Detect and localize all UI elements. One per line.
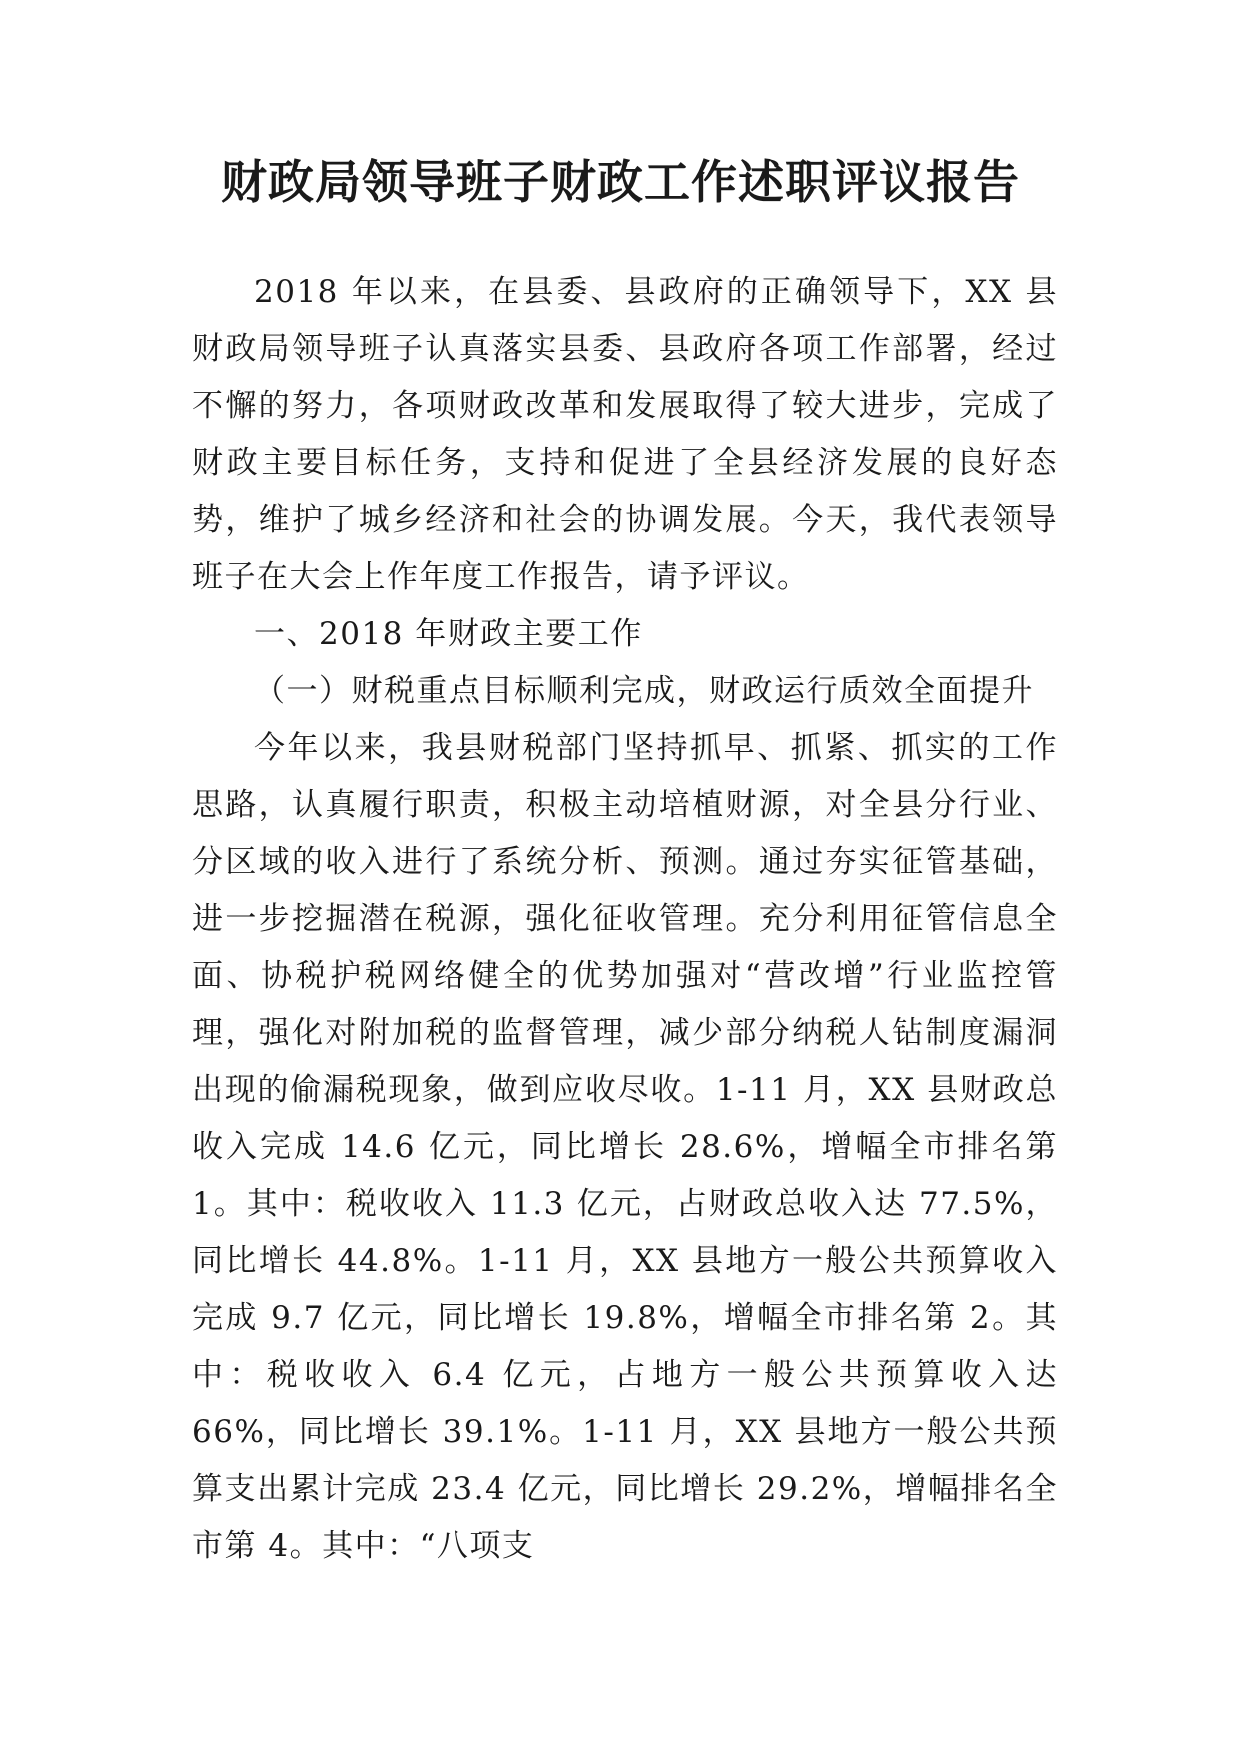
document-body [192, 264, 1058, 1575]
subsection-heading: （一）财税重点目标顺利完成，财政运行质效全面提升 [254, 673, 1034, 709]
section-heading: 一、2018 年财政主要工作 [254, 616, 643, 652]
paragraph-body: 今年以来，我县财税部门坚持抓早、抓紧、抓实的工作思路，认真履行职责，积极主动培植财源，对全县分行业、分区域的收入进行了系统分析、预测。通过夯实征管基础，进一步挖掘潜在税源，强化征收管理。充分利用征管信息全面、协税护税网络健全的优势加强对“营改增”行业监控管理，强化对附加税的监督管理，减少部分纳税人钻制度漏洞出现的偷漏税现象，做到应收尽收。1-11 月，XX 县财政总收入完成 14.6 亿元，同比增长 28.6%，增幅全市排名第 1。其中：税收收入 11.3 亿元，占财政总收入达 77.5%，同比增长 44.8%。1-11 月，XX 县地方一般公共预算收入完成 9.7 亿元，同比增长 19.8%，增幅全市排名第 2。其中：税收收入 6.4 亿元，占地方一般公共预算收入达 66%，同比增长 39.1%。1-11 月，XX 县地方一般公共预算支出累计完成 23.4 亿元，同比增长 29.2%，增幅排名全市第 4。其中：“八项支 [192, 730, 1058, 1564]
paragraph-intro: 2018 年以来，在县委、县政府的正确领导下，XX 县财政局领导班子认真落实县委、县政府各项工作部署，经过不懈的努力，各项财政改革和发展取得了较大进步，完成了财政主要目标任务，支持和促进了全县经济发展的良好态势，维护了城乡经济和社会的协调发展。今天，我代表领导班子在大会上作年度工作报告，请予评议。 [192, 274, 1058, 595]
document-title: 财政局领导班子财政工作述职评议报告 [221, 155, 1020, 209]
